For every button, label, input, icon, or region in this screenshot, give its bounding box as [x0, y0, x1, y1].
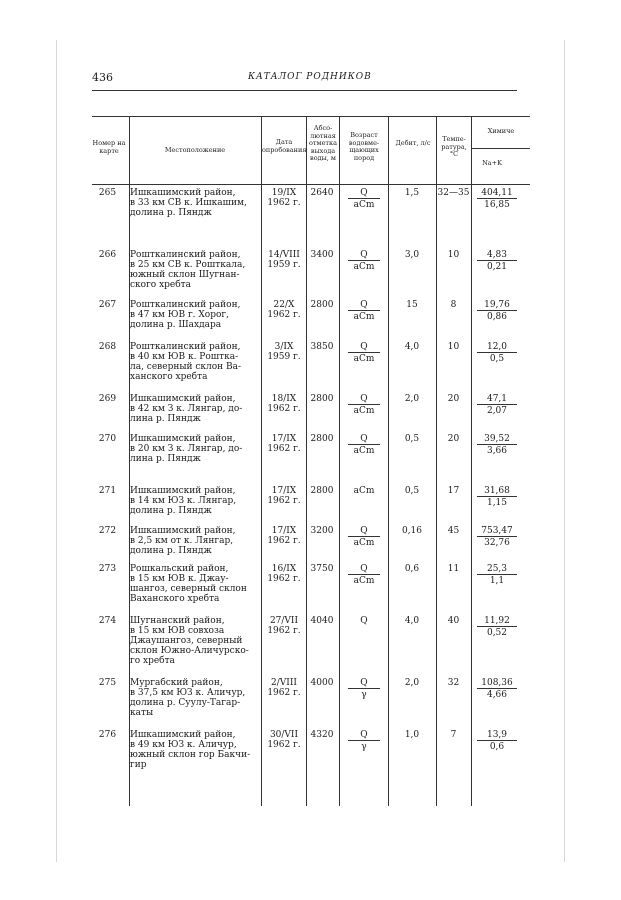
cell-num: 275 [98, 678, 117, 688]
age-numerator: Q [360, 342, 368, 352]
age-denominator: aCm [348, 198, 380, 210]
age-numerator: Q [360, 250, 368, 260]
cell-age [340, 434, 388, 456]
cell-date: 17/IX 1962 г. [267, 486, 301, 506]
cell-location: Ишкашимский район, в 33 км СВ к. Ишкашим, долина р. Пяндж [130, 188, 247, 218]
cell-age [340, 394, 388, 416]
chem-numerator: 25,3 [486, 564, 508, 574]
cell-temp: 20 [447, 394, 460, 404]
column-divider [306, 116, 307, 806]
cell-chem [472, 678, 522, 700]
table-top-rule [92, 116, 530, 117]
chem-denominator: 32,76 [477, 536, 517, 548]
cell-debit: 15 [406, 300, 418, 310]
age-denominator: aCm [348, 536, 380, 548]
chem-numerator: 19,76 [484, 300, 510, 310]
cell-num: 276 [98, 730, 117, 740]
cell-location: Шугнанский район, в 15 км ЮВ совхоза Джаушангоз, северный склон Южно-Аличурско- го хребта [130, 616, 249, 666]
age-numerator: Q [360, 564, 368, 574]
chem-denominator: 0,86 [477, 310, 517, 322]
cell-date: 14/VIII 1959 г. [267, 250, 301, 270]
cell-temp: 40 [447, 616, 460, 626]
column-divider [388, 116, 389, 806]
cell-location: Ишкашимский район, в 42 км З к. Лянгар, до- лина р. Пяндж [130, 394, 243, 424]
header-debit: Дебит, л/с [395, 139, 431, 147]
age-numerator: Q [360, 678, 368, 688]
cell-debit: 1,0 [404, 730, 420, 740]
age-denominator: aCm [348, 574, 380, 586]
chem-numerator: 108,36 [481, 678, 513, 688]
cell-num: 266 [98, 250, 117, 260]
header-rule [92, 90, 517, 91]
cell-altitude: 2800 [310, 394, 334, 404]
cell-altitude: 4000 [310, 678, 334, 688]
cell-chem [472, 434, 522, 456]
cell-debit: 1,5 [404, 188, 420, 198]
column-divider [436, 116, 437, 806]
cell-chem [472, 486, 522, 508]
cell-chem [472, 564, 522, 586]
cell-altitude: 2800 [310, 434, 334, 444]
cell-chem [472, 730, 522, 752]
cell-num: 269 [98, 394, 117, 404]
cell-num: 265 [98, 188, 117, 198]
cell-chem [472, 188, 522, 210]
cell-location: Ишкашимский район, в 2,5 км от к. Лянгар, долина р. Пяндж [130, 526, 236, 556]
age-denominator: aCm [348, 310, 380, 322]
header-age: Возраст водовме- щающих пород [348, 131, 380, 162]
cell-debit: 0,5 [404, 486, 420, 496]
age-numerator: Q [360, 394, 368, 404]
age-denominator: aCm [348, 404, 380, 416]
chem-denominator: 0,21 [477, 260, 517, 272]
cell-altitude: 3400 [310, 250, 334, 260]
cell-num: 267 [98, 300, 117, 310]
cell-location: Рошткалинский район, в 25 км СВ к. Рошткала, южный склон Шугнан- ского хребта [130, 250, 246, 290]
age-numerator: Q [360, 300, 368, 310]
age-numerator: Q [360, 434, 368, 444]
cell-debit: 4,0 [404, 342, 420, 352]
cell-altitude: 2640 [310, 188, 334, 198]
cell-temp: 17 [447, 486, 460, 496]
cell-chem [472, 300, 522, 322]
cell-altitude: 3750 [310, 564, 334, 574]
cell-date: 22/X 1962 г. [267, 300, 301, 320]
header-altitude: Абсо- лютная отметка выхода воды, м [309, 124, 337, 162]
cell-chem [472, 526, 522, 548]
age-numerator: Q [360, 526, 368, 536]
header-temp: Темпе- ратура, °С [441, 135, 467, 158]
chem-numerator: 753,47 [481, 526, 513, 536]
cell-date: 2/VIII 1962 г. [267, 678, 301, 698]
column-divider [261, 116, 262, 806]
cell-debit: 4,0 [404, 616, 420, 626]
header-chem: Химиче [487, 127, 515, 135]
chem-numerator: 31,68 [484, 486, 510, 496]
cell-debit: 0,6 [404, 564, 420, 574]
chem-numerator: 4,83 [486, 250, 508, 260]
cell-debit: 0,16 [401, 526, 423, 536]
cell-num: 268 [98, 342, 117, 352]
chem-denominator: 4,66 [477, 688, 517, 700]
cell-date: 17/IX 1962 г. [267, 434, 301, 454]
cell-debit: 0,5 [404, 434, 420, 444]
age-value: Q [360, 616, 368, 626]
cell-altitude: 3850 [310, 342, 334, 352]
cell-altitude: 2800 [310, 486, 334, 496]
age-denominator: γ [348, 740, 380, 752]
cell-age [340, 486, 388, 496]
cell-age [340, 730, 388, 752]
cell-location: Ишкашимский район, в 49 км ЮЗ к. Аличур, южный склон гор Бакчи- гир [130, 730, 251, 770]
age-numerator: Q [360, 188, 368, 198]
cell-age [340, 300, 388, 322]
cell-age [340, 342, 388, 364]
cell-location: Рошткалинский район, в 40 км ЮВ к. Рошткa- ла, северный склон Ва- ханского хребта [130, 342, 242, 382]
age-numerator: Q [360, 730, 368, 740]
cell-location: Рошкальский район, в 15 км ЮВ к. Джау- шангоз, северный склон Ваханского хребта [130, 564, 247, 604]
chem-numerator: 39,52 [484, 434, 510, 444]
cell-chem [472, 394, 522, 416]
column-divider [339, 116, 340, 806]
cell-temp: 20 [447, 434, 460, 444]
cell-age [340, 616, 388, 626]
column-divider [471, 116, 472, 806]
header-num: Номер на карте [92, 139, 126, 155]
cell-num: 271 [98, 486, 117, 496]
cell-debit: 2,0 [404, 394, 420, 404]
cell-age [340, 250, 388, 272]
cell-chem [472, 342, 522, 364]
cell-temp: 11 [447, 564, 460, 574]
chem-numerator: 404,11 [481, 188, 513, 198]
header-chem-sub: Na+K [482, 159, 502, 167]
cell-date: 27/VII 1962 г. [267, 616, 301, 636]
cell-age [340, 678, 388, 700]
header-date: Дата опробования [262, 138, 307, 154]
cell-date: 17/IX 1962 г. [267, 526, 301, 546]
cell-location: Ишкашимский район, в 20 км З к. Лянгар, до- лина р. Пяндж [130, 434, 243, 464]
cell-altitude: 3200 [310, 526, 334, 536]
header-location: Местоположение [164, 146, 226, 154]
chem-numerator: 12,0 [486, 342, 508, 352]
cell-altitude: 4320 [310, 730, 334, 740]
page-number: 436 [92, 71, 113, 84]
age-value: aCm [353, 486, 375, 496]
age-denominator: aCm [348, 260, 380, 272]
cell-debit: 2,0 [404, 678, 420, 688]
cell-temp: 10 [447, 250, 460, 260]
page-edge-right [564, 40, 565, 862]
chem-denominator: 0,52 [477, 626, 517, 638]
cell-location: Мургабский район, в 37,5 км ЮЗ к. Аличур, долина р. Суулу-Тагар- каты [130, 678, 246, 718]
chem-subheader-rule [471, 148, 530, 149]
cell-temp: 10 [447, 342, 460, 352]
cell-altitude: 2800 [310, 300, 334, 310]
page-edge-left [56, 40, 57, 862]
cell-age [340, 188, 388, 210]
cell-temp: 7 [450, 730, 457, 740]
chem-denominator: 0,5 [477, 352, 517, 364]
cell-temp: 8 [450, 300, 457, 310]
cell-num: 272 [98, 526, 117, 536]
chem-denominator: 1,1 [477, 574, 517, 586]
age-denominator: aCm [348, 444, 380, 456]
cell-num: 273 [98, 564, 117, 574]
chem-denominator: 3,66 [477, 444, 517, 456]
cell-debit: 3,0 [404, 250, 420, 260]
cell-num: 274 [98, 616, 117, 626]
cell-temp: 32—35 [437, 188, 470, 198]
chem-numerator: 11,92 [484, 616, 510, 626]
chem-denominator: 1,15 [477, 496, 517, 508]
chem-numerator: 13,9 [486, 730, 508, 740]
cell-location: Ишкашимский район, в 14 км ЮЗ к. Лянгар, долина р. Пяндж [130, 486, 237, 516]
cell-temp: 45 [447, 526, 460, 536]
cell-date: 19/IX 1962 г. [267, 188, 301, 208]
chem-denominator: 16,85 [477, 198, 517, 210]
cell-date: 16/IX 1962 г. [267, 564, 301, 584]
running-head: КАТАЛОГ РОДНИКОВ [248, 72, 372, 82]
age-denominator: γ [348, 688, 380, 700]
cell-age [340, 526, 388, 548]
cell-location: Рошткалинский район, в 47 км ЮВ г. Хорог, долина р. Шахдара [130, 300, 241, 330]
cell-chem [472, 250, 522, 272]
cell-date: 18/IX 1962 г. [267, 394, 301, 414]
cell-date: 30/VII 1962 г. [267, 730, 301, 750]
table-header-rule [92, 184, 530, 185]
cell-age [340, 564, 388, 586]
chem-denominator: 2,07 [477, 404, 517, 416]
cell-num: 270 [98, 434, 117, 444]
cell-date: 3/IX 1959 г. [267, 342, 301, 362]
cell-altitude: 4040 [310, 616, 334, 626]
chem-denominator: 0,6 [477, 740, 517, 752]
chem-numerator: 47,1 [486, 394, 508, 404]
cell-temp: 32 [447, 678, 460, 688]
cell-chem [472, 616, 522, 638]
age-denominator: aCm [348, 352, 380, 364]
